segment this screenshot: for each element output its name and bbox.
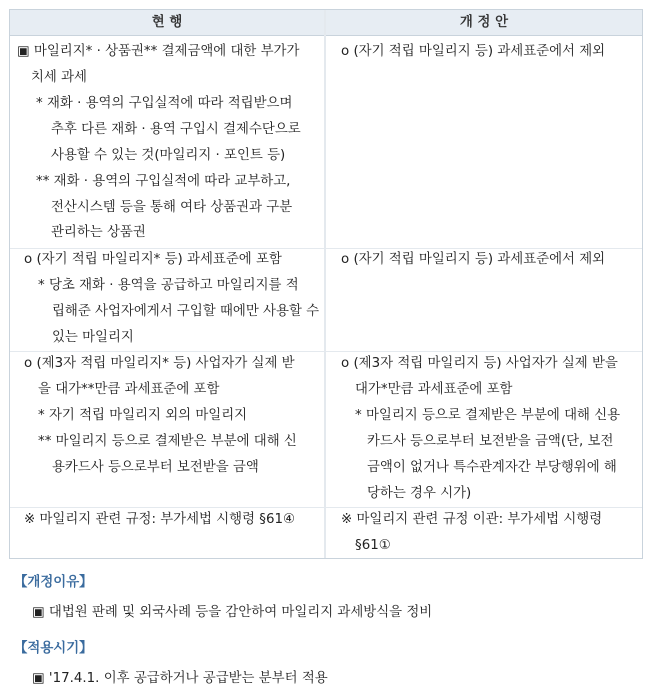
cell-line: * 자기 적립 마일리지 외의 마일리지: [38, 408, 248, 423]
cell-line: * 재화 · 용역의 구입실적에 따라 적립받으며: [36, 96, 293, 111]
cell-line: 대가*만큼 과세표준에 포함: [355, 382, 513, 397]
cell-line: 용카드사 등으로부터 보전받을 금액: [52, 460, 259, 475]
cell-line: * 당초 재화 · 용역을 공급하고 마일리지를 적: [38, 278, 299, 293]
cell-line: §61①: [355, 538, 391, 553]
cell-line: 카드사 등으로부터 보전받을 금액(단, 보전: [367, 434, 614, 449]
cell-line: ※ 마일리지 관련 규정 이관: 부가세법 시행령: [341, 512, 603, 527]
effective-heading: 【적용시기】: [14, 641, 93, 656]
cell-line: o (자기 적립 마일리지* 등) 과세표준에 포함: [24, 252, 282, 267]
reason-text: ▣ 대법원 판례 및 외국사례 등을 감안하여 마일리지 과세방식을 정비: [32, 605, 433, 620]
cell-line: o (자기 적립 마일리지 등) 과세표준에서 제외: [341, 252, 606, 267]
cell-line: ** 재화 · 용역의 구입실적에 따라 교부하고,: [36, 174, 291, 189]
reason-heading: 【개정이유】: [14, 575, 93, 590]
cell-line: 치세 과세: [31, 70, 87, 85]
cell-line: * 마일리지 등으로 결제받은 부분에 대해 신용: [355, 408, 621, 423]
column-divider: [324, 10, 326, 558]
cell-line: 전산시스템 등을 통해 여타 상품권과 구분: [51, 200, 293, 215]
cell-line: 관리하는 상품권: [51, 225, 146, 240]
header-proposed: 개 정 안: [326, 10, 642, 36]
row-separator: [10, 248, 642, 249]
comparison-table: [9, 9, 643, 559]
cell-line: o (자기 적립 마일리지 등) 과세표준에서 제외: [341, 44, 606, 59]
row-separator: [10, 507, 642, 508]
cell-line: o (제3자 적립 마일리지* 등) 사업자가 실제 받: [24, 356, 295, 371]
row-separator: [10, 351, 642, 352]
cell-line: ※ 마일리지 관련 규정: 부가세법 시행령 §61④: [24, 512, 296, 527]
cell-line: ** 마일리지 등으로 결제받은 부분에 대해 신: [38, 434, 297, 449]
cell-line: o (제3자 적립 마일리지 등) 사업자가 실제 받을: [341, 356, 618, 371]
cell-line: 추후 다른 재화 · 용역 구입시 결제수단으로: [51, 122, 301, 137]
header-current: 현 행: [10, 10, 324, 36]
cell-line: 당하는 경우 시가): [367, 486, 472, 501]
cell-line: 을 대가**만큼 과세표준에 포함: [38, 382, 220, 397]
cell-line: ▣ 마일리지* · 상품권** 결제금액에 대한 부가가: [17, 44, 300, 59]
cell-line: 사용할 수 있는 것(마일리지 · 포인트 등): [51, 148, 286, 163]
cell-line: 립해준 사업자에게서 구입할 때에만 사용할 수: [52, 304, 320, 319]
cell-line: 금액이 없거나 특수관계자간 부당행위에 해: [367, 460, 617, 475]
cell-line: 있는 마일리지: [52, 330, 134, 345]
effective-text: ▣ '17.4.1. 이후 공급하거나 공급받는 분부터 적용: [32, 671, 328, 686]
